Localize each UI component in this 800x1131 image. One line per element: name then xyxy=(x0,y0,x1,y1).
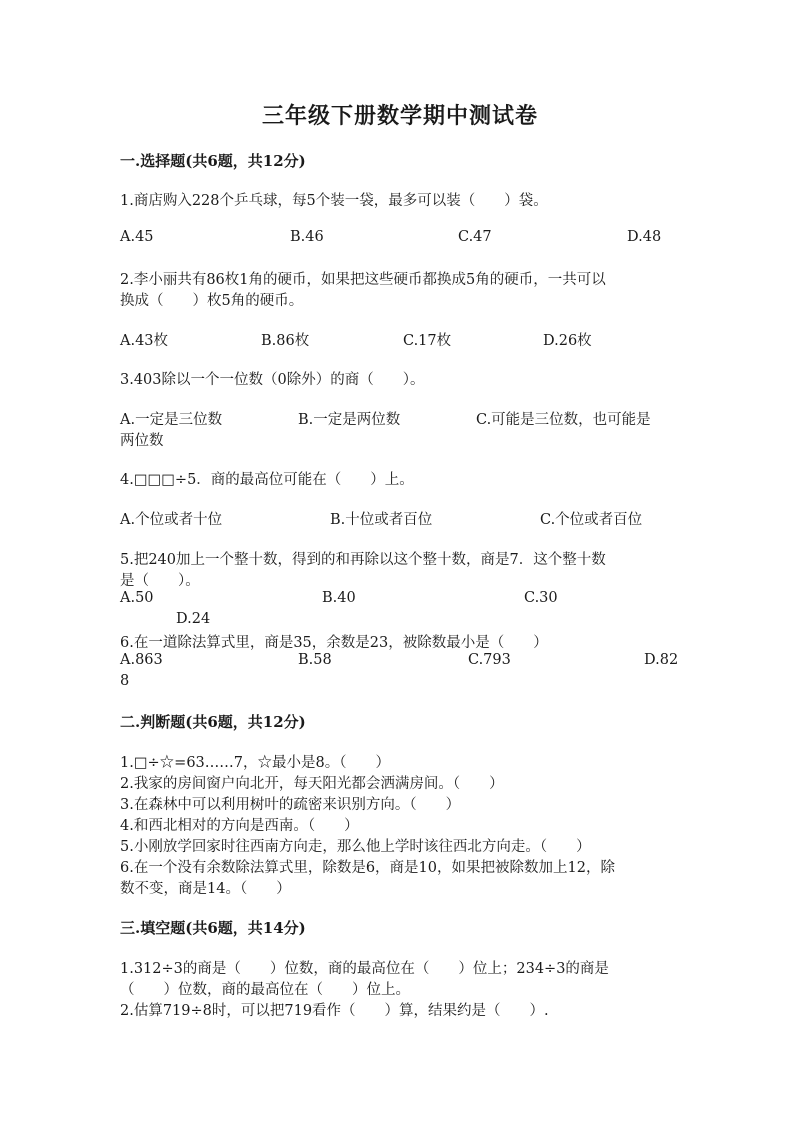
question-6-option-d: D.82 xyxy=(644,652,679,668)
question-1-stem: 1.商店购入228个乒乓球，每5个装一袋，最多可以装（ ）袋。 xyxy=(120,193,548,209)
question-6-option-a: A.863 xyxy=(120,652,163,668)
question-5-stem-line2: 是（ ）。 xyxy=(120,573,200,589)
judge-item-1: 1.□÷☆=63……7，☆最小是8。（ ） xyxy=(120,755,390,771)
judge-item-2: 2.我家的房间窗户向北开，每天阳光都会洒满房间。（ ） xyxy=(120,776,504,792)
question-2-option-b: B.86枚 xyxy=(261,333,310,349)
question-6-option-c: C.793 xyxy=(468,652,511,668)
question-1-option-d: D.48 xyxy=(627,229,662,245)
section-heading-fill: 三.填空题(共6题，共14分) xyxy=(120,919,306,937)
fill-item-2: 2.估算719÷8时，可以把719看作（ ）算，结果约是（ ）. xyxy=(120,1003,549,1019)
fill-item-1-line1: 1.312÷3的商是（ ）位数，商的最高位在（ ）位上；234÷3的商是 xyxy=(120,961,609,977)
page-title: 三年级下册数学期中测试卷 xyxy=(261,103,538,129)
question-5-option-c: C.30 xyxy=(524,590,558,606)
question-5-option-b: B.40 xyxy=(322,590,356,606)
question-2-stem-line2: 换成（ ）枚5角的硬币。 xyxy=(120,293,304,309)
question-2-option-c: C.17枚 xyxy=(403,333,452,349)
question-1-option-a: A.45 xyxy=(120,229,154,245)
question-4-option-b: B.十位或者百位 xyxy=(330,512,433,528)
judge-item-6-line1: 6.在一个没有余数除法算式里，除数是6，商是10，如果把被除数加上12，除 xyxy=(120,860,615,876)
question-3-option-c: C.可能是三位数，也可能是 xyxy=(476,412,651,428)
question-3-stem: 3.403除以一个一位数（0除外）的商（ ）。 xyxy=(120,372,425,388)
question-5-stem-line1: 5.把240加上一个整十数，得到的和再除以这个整十数，商是7．这个整十数 xyxy=(120,552,606,568)
question-6-option-b: B.58 xyxy=(298,652,332,668)
question-5-option-d: D.24 xyxy=(176,611,211,627)
question-3-option-c-continued: 两位数 xyxy=(120,433,164,449)
question-6-stem: 6.在一道除法算式里，商是35，余数是23，被除数最小是（ ） xyxy=(120,635,548,651)
question-6-option-d-continued: 8 xyxy=(120,673,130,689)
judge-item-5: 5.小刚放学回家时往西南方向走，那么他上学时该往西北方向走。（ ） xyxy=(120,839,591,855)
question-4-stem: 4.□□□÷5．商的最高位可能在（ ）上。 xyxy=(120,472,414,488)
question-1-option-b: B.46 xyxy=(290,229,324,245)
question-2-stem-line1: 2.李小丽共有86枚1角的硬币，如果把这些硬币都换成5角的硬币，一共可以 xyxy=(120,272,606,288)
question-1-option-c: C.47 xyxy=(458,229,492,245)
question-2-option-a: A.43枚 xyxy=(120,333,169,349)
question-3-option-b: B.一定是两位数 xyxy=(298,412,401,428)
section-heading-judge: 二.判断题(共6题，共12分) xyxy=(120,713,306,731)
judge-item-3: 3.在森林中可以利用树叶的疏密来识别方向。（ ） xyxy=(120,797,461,813)
section-heading-choice: 一.选择题(共6题，共12分) xyxy=(120,152,306,170)
question-5-option-a: A.50 xyxy=(120,590,154,606)
question-2-option-d: D.26枚 xyxy=(543,333,592,349)
judge-item-6-line2: 数不变，商是14。（ ） xyxy=(120,881,291,897)
question-3-option-a: A.一定是三位数 xyxy=(120,412,223,428)
question-4-option-a: A.个位或者十位 xyxy=(120,512,223,528)
judge-item-4: 4.和西北相对的方向是西南。（ ） xyxy=(120,818,359,834)
question-4-option-c: C.个位或者百位 xyxy=(540,512,643,528)
fill-item-1-line2: （ ）位数，商的最高位在（ ）位上。 xyxy=(120,982,410,998)
